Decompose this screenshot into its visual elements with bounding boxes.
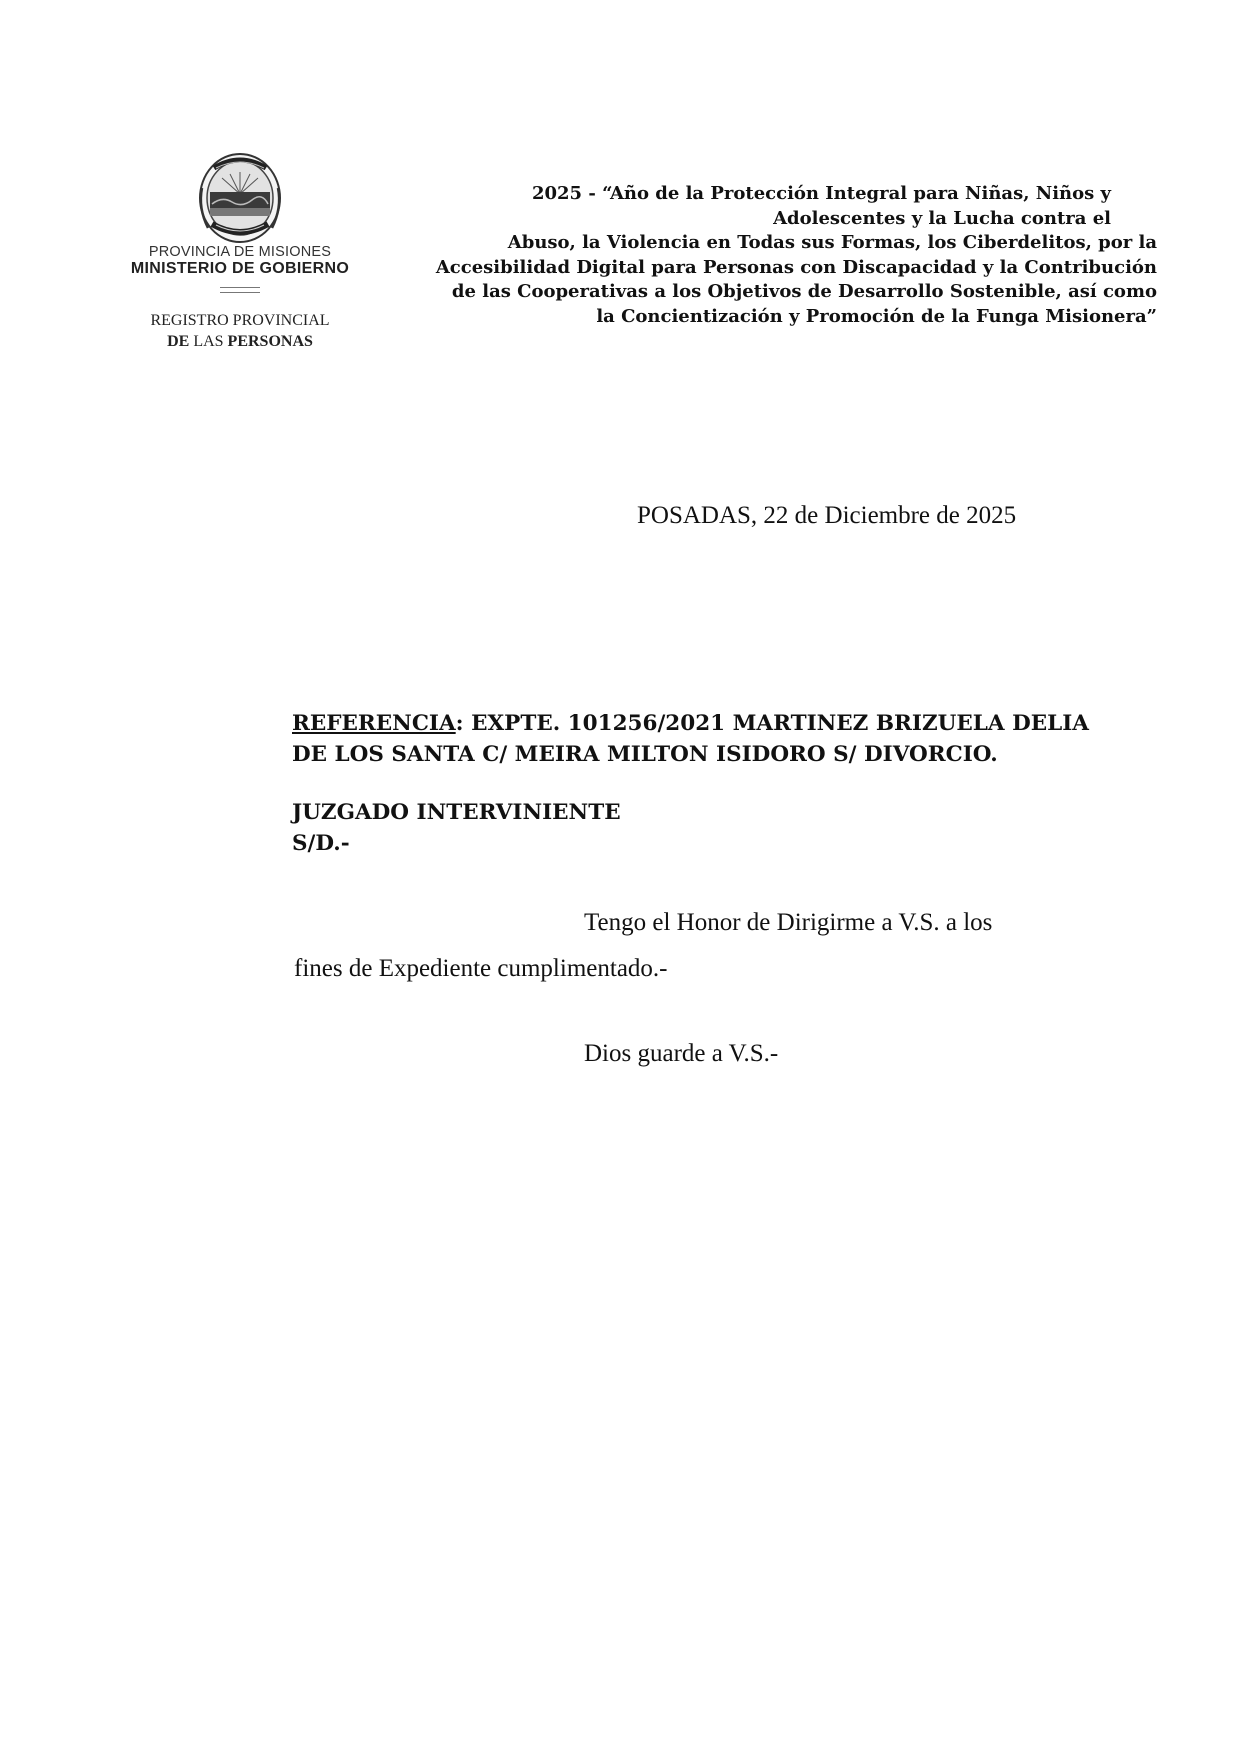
divider <box>220 292 260 293</box>
closing-salutation: Dios guarde a V.S.- <box>584 1040 779 1067</box>
motto-line: 2025 - “Año de la Protección Integral para Niñas, Niños y <box>531 183 1111 204</box>
motto-line: de las Cooperativas a los Objetivos de Desarrollo Sostenible, así como <box>451 281 1157 303</box>
divider <box>220 287 260 288</box>
reference-text-1: : EXPTE. 101256/2021 MARTINEZ BRIZUELA DELIA <box>455 711 1089 736</box>
province-name: PROVINCIA DE MISIONES <box>148 244 332 260</box>
letterhead-seal-block <box>118 148 362 293</box>
reference-label: REFERENCIA <box>292 711 456 736</box>
body-line-1: Tengo el Honor de Dirigirme a V.S. a los <box>584 909 993 936</box>
motto-line: Abuso, la Violencia en Todas sus Formas, los Ciberdelitos, por la <box>507 232 1157 254</box>
registry-word-las: LAS <box>193 333 224 350</box>
registry-name <box>118 310 362 352</box>
case-reference <box>292 708 1172 770</box>
provincial-coat-of-arms-icon <box>192 148 288 244</box>
registry-word-personas: PERSONAS <box>227 333 313 350</box>
official-year-motto <box>357 182 1157 330</box>
registry-word-de: DE <box>167 333 190 350</box>
addressee <box>292 797 621 859</box>
ministry-name: MINISTERIO DE GOBIERNO <box>130 260 350 277</box>
motto-line: la Concientización y Promoción de la Funga Misionera” <box>596 305 1157 327</box>
addressee-court: JUZGADO INTERVINIENTE <box>292 800 621 825</box>
motto-line: Adolescentes y la Lucha contra el <box>773 207 1111 229</box>
registry-line-1: REGISTRO PROVINCIAL <box>150 312 330 329</box>
motto-line: Accesibilidad Digital para Personas con Discapacidad y la Contribución <box>435 256 1157 278</box>
reference-line-2: DE LOS SANTA C/ MEIRA MILTON ISIDORO S/ DIVORCIO. <box>292 742 998 767</box>
place-and-date: POSADAS, 22 de Diciembre de 2025 <box>637 502 1017 529</box>
registry-line-2 <box>118 331 362 352</box>
letter-body <box>294 900 1094 992</box>
addressee-sd: S/D.- <box>292 831 350 856</box>
body-line-2: fines de Expediente cumplimentado.- <box>294 955 668 982</box>
reference-line-1 <box>292 708 1172 739</box>
